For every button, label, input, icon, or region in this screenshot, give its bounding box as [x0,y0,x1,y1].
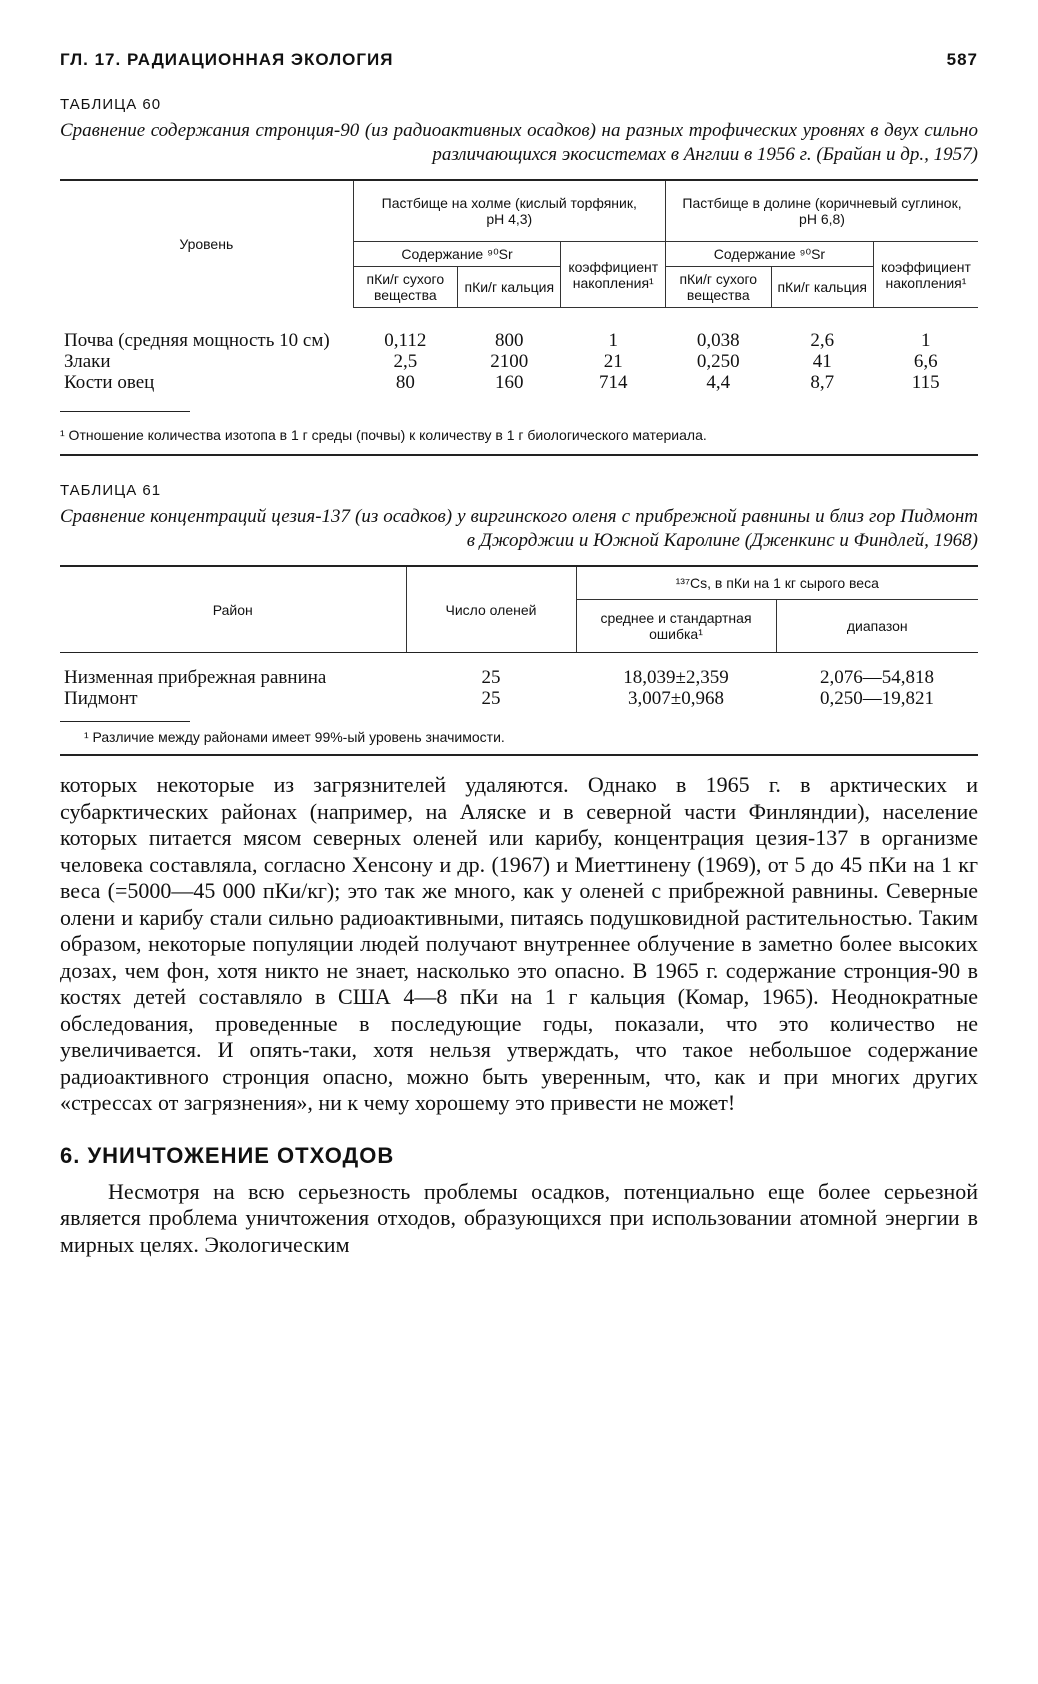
table-row [60,351,978,372]
col-cs-group: ¹³⁷Cs, в пКи на 1 кг сырого веса [576,567,978,600]
cell: 2,6 [810,330,835,351]
cell: 1 [608,330,618,351]
table61-header [60,567,978,652]
row-name: Пидмонт [64,688,138,709]
body-paragraph: которых некоторые из загрязнителей удаляются. Однако в 1965 г. в арктических и субарктических районах (например, на Аляске и в северной части Финляндии), население которых питается мясом северных оленей или карибу, концентрация цезия-137 в организме человека составляла, согласно Хенсону и др. (1967) и Миеттинену (1969), от 5 до 45 пКи на 1 кг веса (=5000—45 000 пКи/кг); это так же много, как у оленей с прибрежной равнины. Северные олени и карибу стали сильно радиоактивными, питаясь подушковидной растительностью. Таким образом, некоторые популяции людей получают внутреннее облучение в заметно более высоких дозах, чем фон, хотя никто не знает, насколько это опасно. В 1965 г. содержание стронция-90 в костях детей составляло в США 4—8 пКи на 1 г кальция (Комар, 1965). Неоднократные обследования, проведенные в последующие годы, показали, что это количество не увеличивается. И опять-таки, хотя нельзя утверждать, что такое небольшое содержание радиоактивного стронция опасно, можно быть уверенным, что, как и при многих других «стрессах от загрязнения», ни к чему хорошему это привести не может! [60,772,978,1115]
table61-bottom-rule [60,754,978,756]
cell: 3,007±0,968 [628,688,724,709]
table60-bottom-rule [60,454,978,456]
cell: 0,038 [696,330,740,351]
col-range: диапазон [776,600,978,653]
col-level: Уровень [60,181,353,308]
book-page [60,40,978,1258]
row-name: Почва (средняя мощность 10 см) [64,330,330,351]
group1-header: Пастбище на холме (кислый торфяник, pH 4,3) [353,181,665,242]
row-name: Злаки [64,351,111,372]
cell: 2,5 [393,351,418,372]
table61-caption: Сравнение концентраций цезия-137 (из осадков) у виргинского оленя с прибрежной равнины и близ гор Пидмонт в Джорджии и Южной Каролине (Дженкинс и Финдлей, 1968) [60,506,978,551]
page-number: 587 [946,50,978,69]
cell: 714 [598,372,628,393]
section-paragraph: Несмотря на всю серьезность проблемы осадков, потенциально еще более серьезной является проблема уничтожения отходов, образующихся при использовании атомной энергии в мирных целях. Экологическим [60,1178,978,1257]
cell: 25 [481,688,501,709]
group2-header: Пастбище в долине (коричневый суглинок, pH 6,8) [665,181,978,242]
cell: 2,076—54,818 [820,667,934,688]
cell: 41 [812,351,832,372]
cell: 800 [495,330,524,351]
cell: 4,4 [706,372,731,393]
cell: 115 [911,372,940,393]
table61-footnote: ¹ Различие между районами имеет 99%-ый уровень значимости. [84,729,505,745]
row-name: Низменная прибрежная равнина [64,667,327,688]
group1-coef: коэффициент накопления¹ [561,242,666,308]
cell: 0,250 [696,351,740,372]
cell: 6,6 [913,351,938,372]
group1-dry: пКи/г сухого вещества [353,267,458,308]
cell: 25 [481,667,501,688]
table61-header-rule [60,652,978,653]
group2-coef: коэффициент накопления¹ [873,242,978,308]
footnote-rule [60,411,190,412]
running-head [60,50,978,70]
group2-calcium: пКи/г кальция [771,267,873,308]
group2-dry: пКи/г сухого вещества [665,267,771,308]
chapter-title: ГЛ. 17. РАДИАЦИОННАЯ ЭКОЛОГИЯ [60,50,394,69]
col-mean: среднее и стандартная ошибка¹ [576,600,776,653]
cell: 2100 [490,351,529,372]
table61-label: ТАБЛИЦА 61 [60,482,162,499]
section-text [60,1179,978,1259]
group1-content: Содержание ⁹⁰Sr [353,242,561,267]
table60-header [60,181,978,308]
table60-caption: Сравнение содержания стронция-90 (из радиоактивных осадков) на разных трофических уровнях в двух сильно различающихся экосистемах в Англии в 1956 г. (Брайан и др., 1957) [60,120,978,165]
cell: 18,039±2,359 [623,667,729,688]
table-row [60,330,978,351]
main-text [60,772,978,1117]
table60-body [60,330,978,393]
col-count: Число оленей [406,567,576,652]
cell: 160 [495,372,524,393]
cell: 8,7 [810,372,835,393]
group2-content: Содержание ⁹⁰Sr [665,242,873,267]
row-name: Кости овец [64,372,155,393]
table60-footnote: ¹ Отношение количества изотопа в 1 г среды (почвы) к количеству в 1 г биологического материала. [60,427,707,443]
cell: 80 [395,372,415,393]
table-row [60,688,978,709]
cell: 1 [920,330,931,351]
footnote-rule [60,721,190,722]
cell: 0,112 [384,330,427,351]
table61-body [60,667,978,709]
section-heading: 6. УНИЧТОЖЕНИЕ ОТХОДОВ [60,1142,395,1168]
cell: 21 [603,351,623,372]
cell: 0,250—19,821 [820,688,934,709]
table-row [60,667,978,688]
group1-calcium: пКи/г кальция [458,267,561,308]
col-region: Район [60,567,406,652]
table60-label: ТАБЛИЦА 60 [60,96,162,113]
table-row [60,372,978,393]
